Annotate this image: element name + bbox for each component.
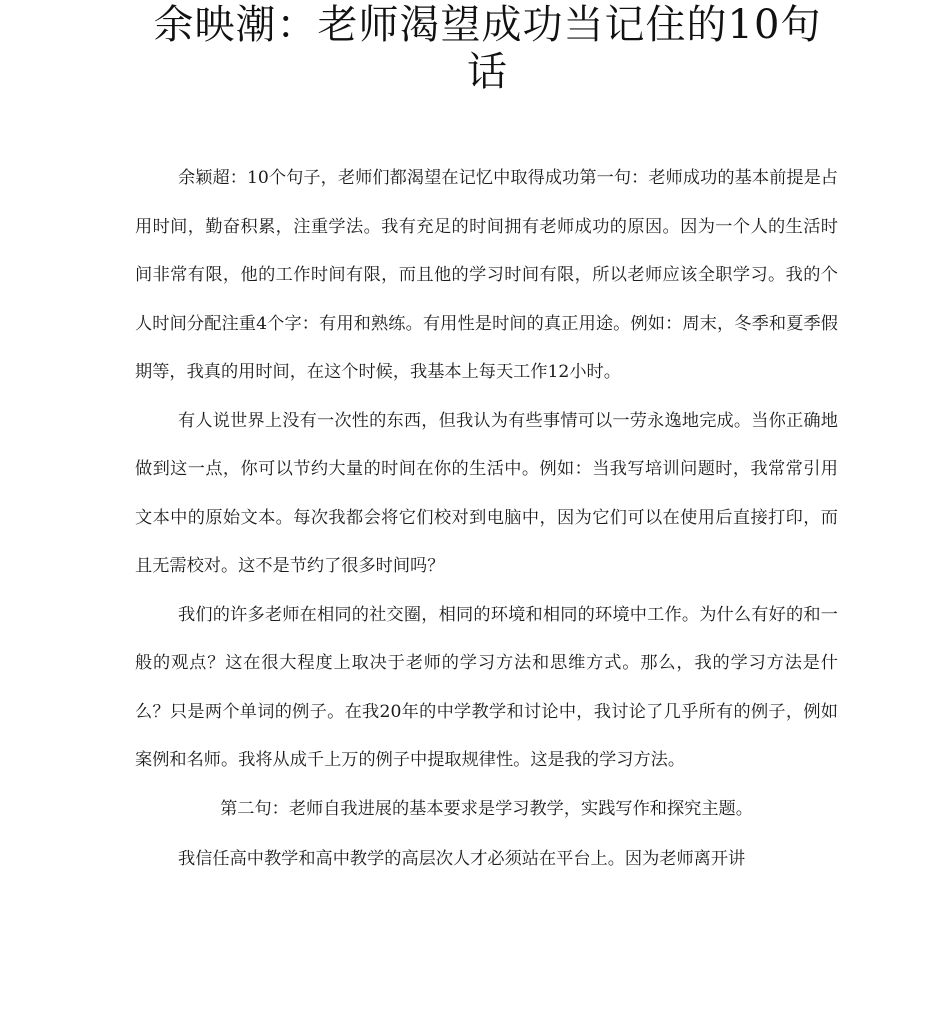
paragraph-1: 余颖超：10个句子，老师们都渴望在记忆中取得成功第一句：老师成功的基本前提是占用时间，勤奋积累，注重学法。我有充足的时间拥有老师成功的原因。因为一个人的生活时间非常有限，他的工作时间有限，而且他的学习时间有限，所以老师应该全职学习。我的个人时间分配注重4个字：有用和熟练。有用性是时间的真正用途。例如：周末，冬季和夏季假期等，我真的用时间，在这个时候，我基本上每天工作12小时。	[135, 168, 838, 382]
document-title: 余映潮：老师渴望成功当记住的10句话	[153, 2, 822, 95]
paragraph-2: 有人说世界上没有一次性的东西，但我认为有些事情可以一劳永逸地完成。当你正确地做到这一点，你可以节约大量的时间在你的生活中。例如：当我写培训问题时，我常常引用文本中的原始文本。每次我都会将它们校对到电脑中，因为它们可以在使用后直接打印，而且无需校对。这不是节约了很多时间吗？	[135, 410, 838, 576]
paragraph-4: 我信任高中教学和高中教学的高层次人才必须站在平台上。因为老师离开讲	[178, 849, 746, 869]
document-body	[135, 154, 838, 884]
section-heading: 第二句：老师自我进展的基本要求是学习教学，实践写作和探究主题。	[220, 798, 753, 819]
paragraph-3: 我们的许多老师在相同的社交圈，相同的环境和相同的环境中工作。为什么有好的和一般的观点？这在很大程度上取决于老师的学习方法和思维方式。那么，我的学习方法是什么？只是两个单词的例子。在我20年的中学教学和讨论中，我讨论了几乎所有的例子，例如案例和名师。我将从成千上万的例子中提取规律性。这是我的学习方法。	[135, 604, 838, 770]
